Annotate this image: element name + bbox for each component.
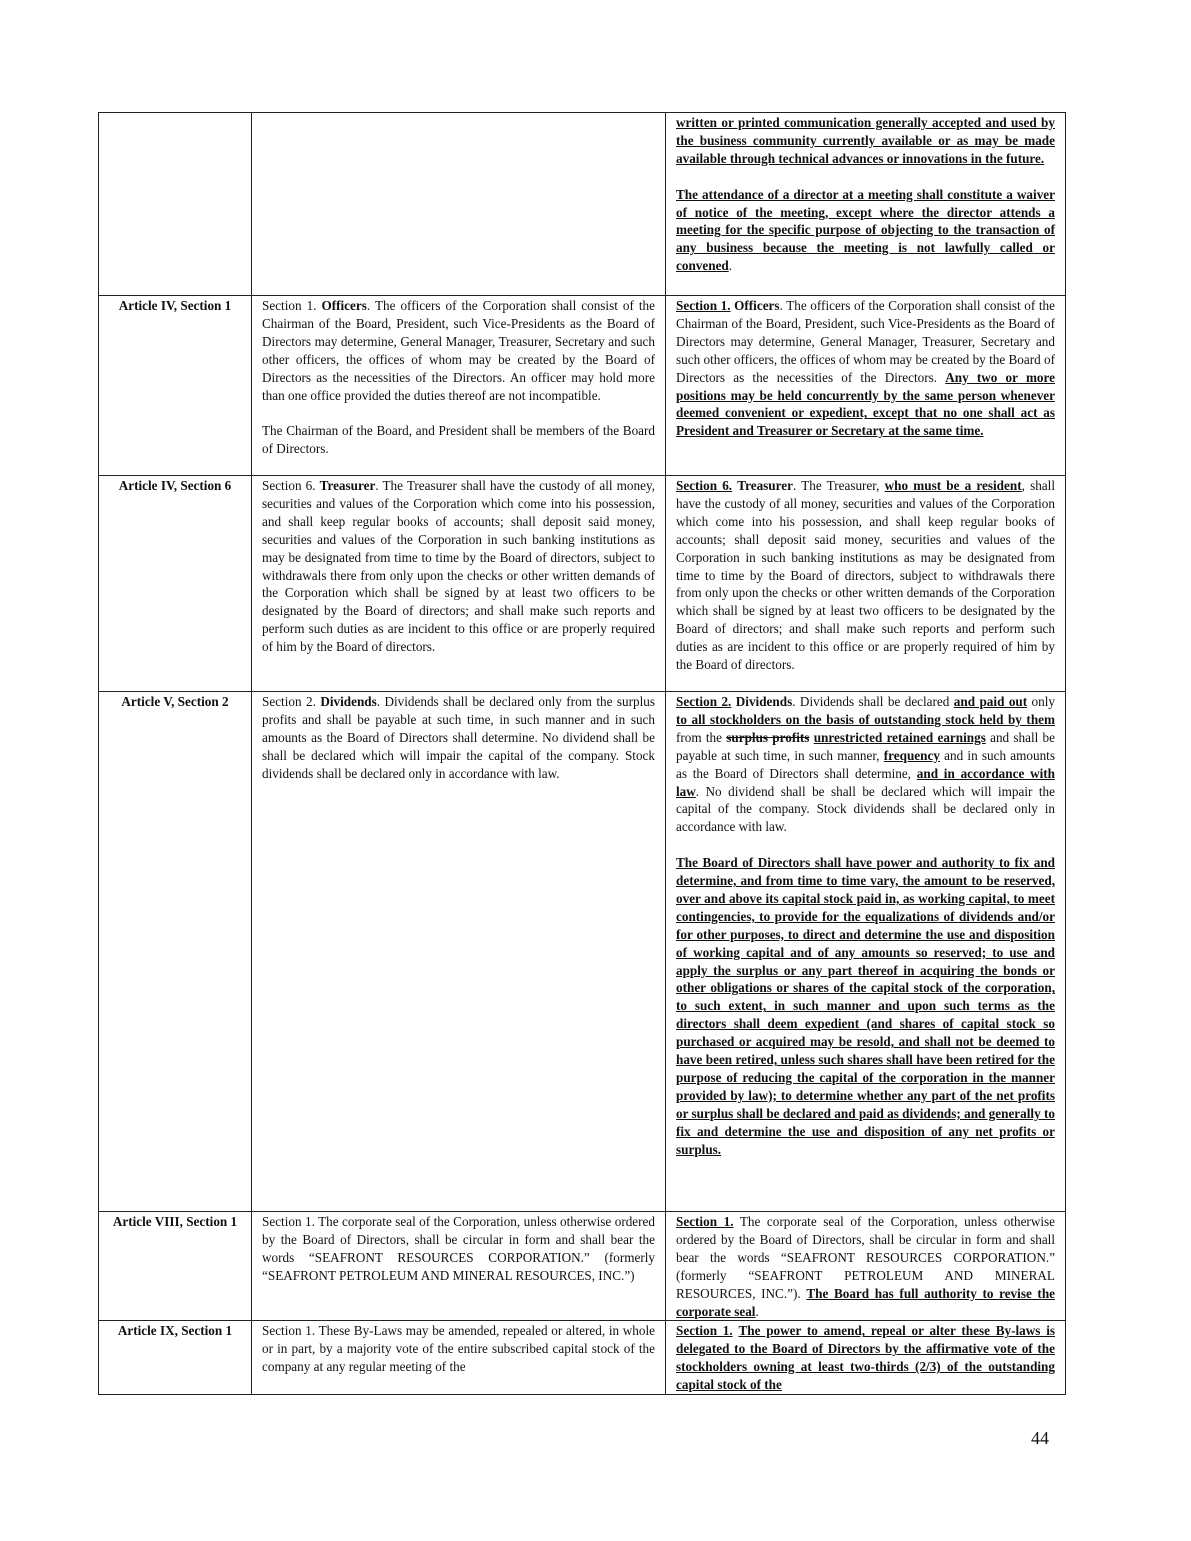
page-number: 44 bbox=[1031, 1428, 1049, 1448]
heading-text-run: Officers bbox=[734, 298, 780, 313]
provision-cell bbox=[99, 113, 252, 296]
amended-text-run: The Board has full authority to revise the corporate seal bbox=[676, 1285, 1056, 1319]
table-row bbox=[99, 113, 1066, 296]
text-run: and shall be payable at such time, in such manner, bbox=[676, 729, 1055, 763]
text-run: Section 1. The corporate seal of the Corporation, unless otherwise ordered by the Board of Directors, shall be circular in form and shall bear the words “SEAFRONT RESOURCES CORPORATION.” (formerly “SEAFRONT PETROLEUM AND MINERAL RESOURCES, INC.”) bbox=[262, 1214, 655, 1283]
amended-text-cell bbox=[666, 1212, 1066, 1321]
text-run: . The Treasurer shall have the custody of all money, securities and values of the Corporation which come into his possession, and shall keep regular books of accounts; shall deposit said money, securities and values of the Corporation in such banking institutions as may be designated from time to time by the Board of directors, subject to withdrawals there from only upon the checks or other written demands of the Corporation which shall be signed by at least two officers to be designated by the Board of directors; and shall make such reports and perform such duties as are incident to this office or are properly required of him by the Board of directors. bbox=[262, 478, 655, 655]
amended-text-run: Section 1. bbox=[676, 298, 731, 313]
paragraph bbox=[262, 422, 655, 458]
paragraph bbox=[262, 297, 655, 404]
amended-text-run: unrestricted retained earnings bbox=[813, 729, 986, 745]
amended-text-run: who must be a resident bbox=[884, 478, 1022, 493]
text-run: . bbox=[728, 258, 733, 274]
table-row bbox=[99, 692, 1066, 1212]
table-row bbox=[99, 476, 1066, 692]
original-text-cell bbox=[252, 1321, 666, 1395]
paragraph bbox=[676, 1322, 1055, 1394]
original-text-cell bbox=[252, 476, 666, 692]
original-text-cell bbox=[252, 296, 666, 476]
amended-text-run: Section 2. bbox=[676, 694, 732, 709]
table-row bbox=[99, 1212, 1066, 1321]
heading-text-run: Treasurer bbox=[319, 478, 376, 493]
provision-cell: Article IV, Section 1 bbox=[99, 296, 252, 476]
provision-cell: Article IV, Section 6 bbox=[99, 476, 252, 692]
amended-text-cell bbox=[666, 296, 1066, 476]
text-run: Section 6. bbox=[262, 478, 320, 493]
amended-text-run: Section 6. bbox=[676, 478, 733, 493]
table-row bbox=[99, 1321, 1066, 1395]
amended-text-run: The Board of Directors shall have power and authority to fix and determine, and from time to time vary, the amount to be reserved, over and above its capital stock paid in, as working capital, to meet contingencies, to provide for the equalizations of dividends and/or for other purposes, to direct and determine the use and disposition of working capital and of any amounts so reserved; to use and apply the surplus or any part thereof in acquiring the bonds or other obligations or shares of the capital stock of the corporation, to such extent, in such manner and upon such terms as the directors shall deem expedient (and shares of capital stock so purchased or acquired may be resold, and shall not be deemed to have been retired, unless such shares shall have been retired for the purpose of reducing the capital of the corporation in the manner provided by law); to determine whether any part of the net profits or surplus shall be declared and paid as dividends; and generally to fix and determine the use and disposition of any net profits or surplus. bbox=[676, 855, 1055, 1157]
paragraph bbox=[262, 1213, 655, 1285]
amended-text-run: and paid out bbox=[953, 694, 1028, 709]
paragraph bbox=[676, 693, 1055, 836]
text-run: . Dividends shall be declared bbox=[792, 694, 954, 709]
amended-text-cell bbox=[666, 1321, 1066, 1395]
amended-text-run: Section 1. bbox=[676, 1323, 733, 1339]
text-run: Section 2. bbox=[262, 694, 321, 709]
paragraph bbox=[676, 186, 1055, 276]
provision-cell: Article IX, Section 1 bbox=[99, 1321, 252, 1395]
paragraph bbox=[262, 1322, 655, 1376]
heading-text-run: Officers bbox=[321, 298, 367, 313]
amended-text-run: The power to amend, repeal or alter these By-laws is delegated to the Board of Directors by the affirmative vote of the stockholders owning at least two-thirds (2/3) of the outstanding capital stock of the bbox=[676, 1323, 1055, 1393]
text-run: Section 1. bbox=[262, 298, 322, 313]
amended-text-run: Section 1. bbox=[676, 1214, 734, 1229]
text-run: . No dividend shall be shall be declared which will impair the capital of the company. Stock dividends shall be declared only in accordance with law. bbox=[676, 783, 1055, 835]
heading-text-run: Treasurer bbox=[737, 478, 793, 493]
text-run: . bbox=[755, 1303, 759, 1319]
paragraph bbox=[262, 477, 655, 656]
table-row bbox=[99, 296, 1066, 476]
text-run: , shall have the custody of all money, securities and values of the Corporation which come into his possession, and shall keep regular books of accounts; shall deposit said money, securities and values of the Corporation in such banking institutions as may be designated from time to time by the Board of directors, subject to withdrawals there from only upon the checks or other written demands of the Corporation which shall be signed by at least two officers to be designated by the Board of directors; and shall make such reports and perform such duties as are incident to this office or are properly required of him by the Board of directors. bbox=[676, 478, 1055, 673]
heading-text-run: Dividends bbox=[735, 694, 793, 709]
text-run: . The officers of the Corporation shall consist of the Chairman of the Board, President, such Vice-Presidents as the Board of Directors may determine, General Manager, Treasurer, Secretary and such other officers, the offices of whom may be created by the Board of Directors as the necessities of the Directors. bbox=[676, 298, 1056, 385]
text-run: The corporate seal of the Corporation, unless otherwise ordered by the Board of Directors, shall be circular in form and shall bear the words “SEAFRONT RESOURCES CORPORATION.” (formerly “SEAFRONT PETROLEUM AND MINERAL RESOURCES, INC.”). bbox=[676, 1214, 1055, 1301]
text-run: The Chairman of the Board, and President shall be members of the Board of Directors. bbox=[262, 423, 655, 457]
heading-text-run: Dividends bbox=[320, 694, 377, 709]
paragraph bbox=[676, 297, 1055, 440]
amended-text-run: and in accordance with law bbox=[676, 765, 1055, 799]
paragraph bbox=[676, 477, 1055, 674]
text-run: . Dividends shall be declared only from the surplus profits and shall be payable at such time, in such manner and in such amounts as the Board of Directors shall determine. No dividend shall be shall be declared which will impair the capital of the company. Stock dividends shall be declared only in accordance with law. bbox=[262, 694, 655, 781]
text-run: . The officers of the Corporation shall consist of the Chairman of the Board, President, such Vice-Presidents as the Board of Directors may determine, General Manager, Treasurer, Secretary and such other officers, the offices of whom may be created by the Board of Directors as the necessities of the Directors. An officer may hold more than one office provided the duties thereof are not incompatible. bbox=[262, 298, 655, 403]
amended-text-run: Any two or more positions may be held concurrently by the same person whenever deemed convenient or expedient, except that no one shall act as President and Treasurer or Secretary at the same time. bbox=[676, 369, 1055, 439]
paragraph bbox=[676, 854, 1055, 1158]
table-body bbox=[99, 113, 1066, 1395]
deleted-text-run: surplus profits bbox=[726, 729, 810, 745]
amended-text-cell bbox=[666, 113, 1066, 296]
original-text-cell bbox=[252, 113, 666, 296]
original-text-cell bbox=[252, 1212, 666, 1321]
text-run: only bbox=[1027, 694, 1055, 709]
amended-text-run: written or printed communication generally accepted and used by the business community currently available or as may be made available through technical advances or innovations in the future. bbox=[676, 115, 1055, 166]
paragraph bbox=[676, 1213, 1055, 1320]
amended-text-run: frequency bbox=[883, 747, 940, 763]
amended-text-cell bbox=[666, 692, 1066, 1212]
text-run: Section 1. These By-Laws may be amended, repealed or altered, in whole or in part, by a majority vote of the entire subscribed capital stock of the company at any regular meeting of the bbox=[262, 1323, 655, 1375]
provision-cell: Article VIII, Section 1 bbox=[99, 1212, 252, 1321]
paragraph bbox=[676, 114, 1055, 168]
amended-text-run: The attendance of a director at a meeting shall constitute a waiver of notice of the meeting, except where the director attends a meeting for the specific purpose of objecting to the transaction of any business because the meeting is not lawfully called or convened bbox=[676, 186, 1055, 274]
text-run: from the bbox=[676, 729, 727, 745]
provision-cell: Article V, Section 2 bbox=[99, 692, 252, 1212]
amended-text-run: to all stockholders on the basis of outstanding stock held by them bbox=[676, 711, 1055, 727]
bylaws-comparison-table bbox=[98, 112, 1066, 1395]
text-run: and in such amounts as the Board of Directors shall determine, bbox=[676, 747, 1055, 781]
original-text-cell bbox=[252, 692, 666, 1212]
paragraph bbox=[262, 693, 655, 783]
amended-text-cell bbox=[666, 476, 1066, 692]
text-run: . The Treasurer, bbox=[792, 478, 885, 493]
